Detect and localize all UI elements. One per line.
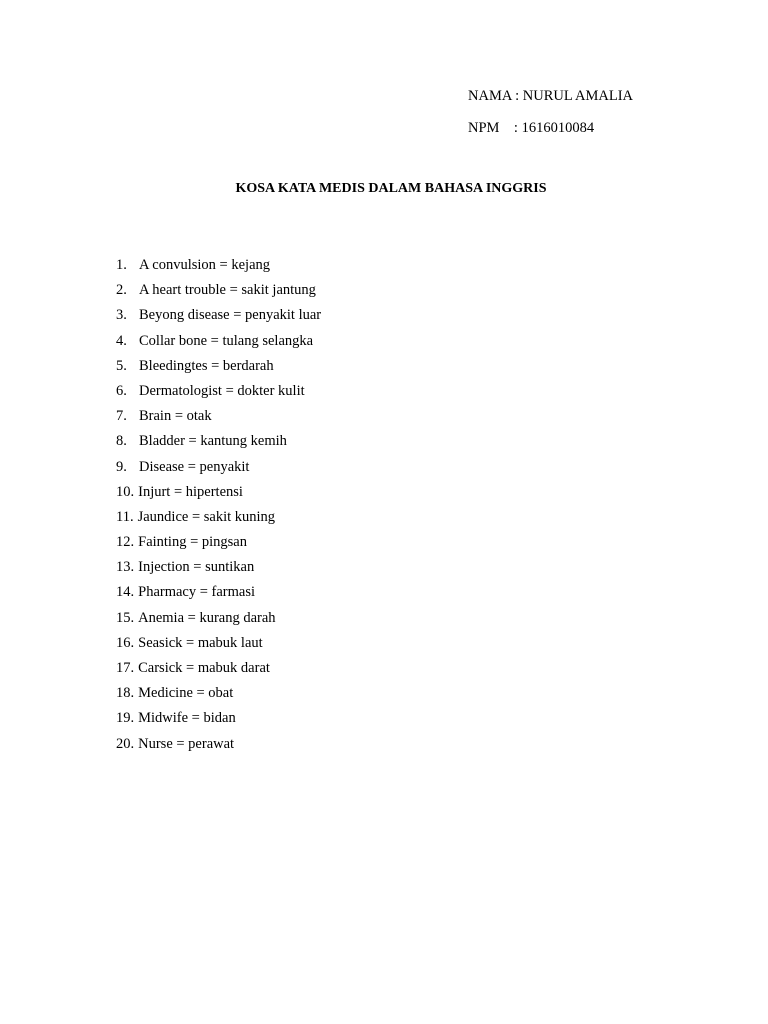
item-number: 12.: [116, 534, 135, 551]
item-number: 9.: [116, 458, 127, 475]
item-text: Nurse = perawat: [138, 735, 235, 752]
item-text: Brain = otak: [139, 408, 212, 425]
item-text: Jaundice = sakit kuning: [137, 508, 276, 525]
item-number: 8.: [116, 433, 127, 450]
item-text: Medicine = obat: [138, 685, 234, 702]
list-item: [116, 406, 321, 431]
list-item: [116, 582, 321, 607]
item-text: A heart trouble = sakit jantung: [139, 282, 316, 299]
item-number: 6.: [116, 382, 127, 399]
student-npm: NPM : 1616010084: [468, 120, 595, 136]
list-item: [116, 658, 321, 683]
list-item: [116, 608, 321, 633]
item-number: 4.: [116, 332, 127, 349]
list-item: [116, 381, 321, 406]
student-name: NAMA : NURUL AMALIA: [468, 88, 634, 104]
list-item: [116, 734, 321, 759]
item-number: 16.: [116, 634, 135, 651]
item-text: Dermatologist = dokter kulit: [139, 382, 305, 399]
list-item: [116, 708, 321, 733]
list-item: [116, 683, 321, 708]
list-item: [116, 331, 321, 356]
item-text: Carsick = mabuk darat: [138, 660, 270, 676]
list-item: [116, 532, 321, 557]
item-number: 19.: [116, 710, 135, 727]
item-text: Bleedingtes = berdarah: [139, 357, 274, 374]
item-text: Fainting = pingsan: [138, 534, 247, 551]
item-number: 20.: [116, 735, 135, 752]
item-number: 15.: [116, 609, 135, 626]
list-item: [116, 482, 321, 507]
item-text: Pharmacy = farmasi: [138, 584, 256, 601]
student-identity: [468, 86, 633, 138]
item-text: Beyong disease = penyakit luar: [139, 307, 322, 324]
list-item: [116, 457, 321, 482]
item-text: Disease = penyakit: [139, 458, 250, 475]
item-text: Seasick = mabuk laut: [138, 634, 263, 651]
list-item: [116, 557, 321, 582]
item-text: Injurt = hipertensi: [138, 483, 243, 500]
item-number: 11.: [116, 508, 134, 525]
item-number: 17.: [116, 660, 135, 676]
item-number: 5.: [116, 357, 127, 374]
item-number: 18.: [116, 685, 135, 702]
item-number: 14.: [116, 584, 135, 601]
item-text: Bladder = kantung kemih: [139, 433, 287, 450]
item-text: Midwife = bidan: [138, 710, 236, 727]
item-number: 7.: [116, 408, 127, 425]
item-number: 2.: [116, 282, 127, 299]
item-text: Injection = suntikan: [138, 559, 255, 576]
list-item: [116, 255, 321, 280]
item-number: 13.: [116, 559, 135, 576]
item-text: Collar bone = tulang selangka: [139, 332, 314, 349]
list-item: [116, 507, 321, 532]
item-number: 10.: [116, 483, 135, 500]
vocabulary-list: [116, 255, 321, 759]
list-item: [116, 280, 321, 305]
item-number: 3.: [116, 307, 127, 324]
list-item: [116, 633, 321, 658]
list-item: [116, 356, 321, 381]
item-text: A convulsion = kejang: [139, 257, 271, 273]
list-item: [116, 305, 321, 330]
list-item: [116, 431, 321, 456]
item-text: Anemia = kurang darah: [138, 609, 276, 626]
document-title: KOSA KATA MEDIS DALAM BAHASA INGGRIS: [235, 181, 547, 196]
item-number: 1.: [116, 257, 127, 273]
